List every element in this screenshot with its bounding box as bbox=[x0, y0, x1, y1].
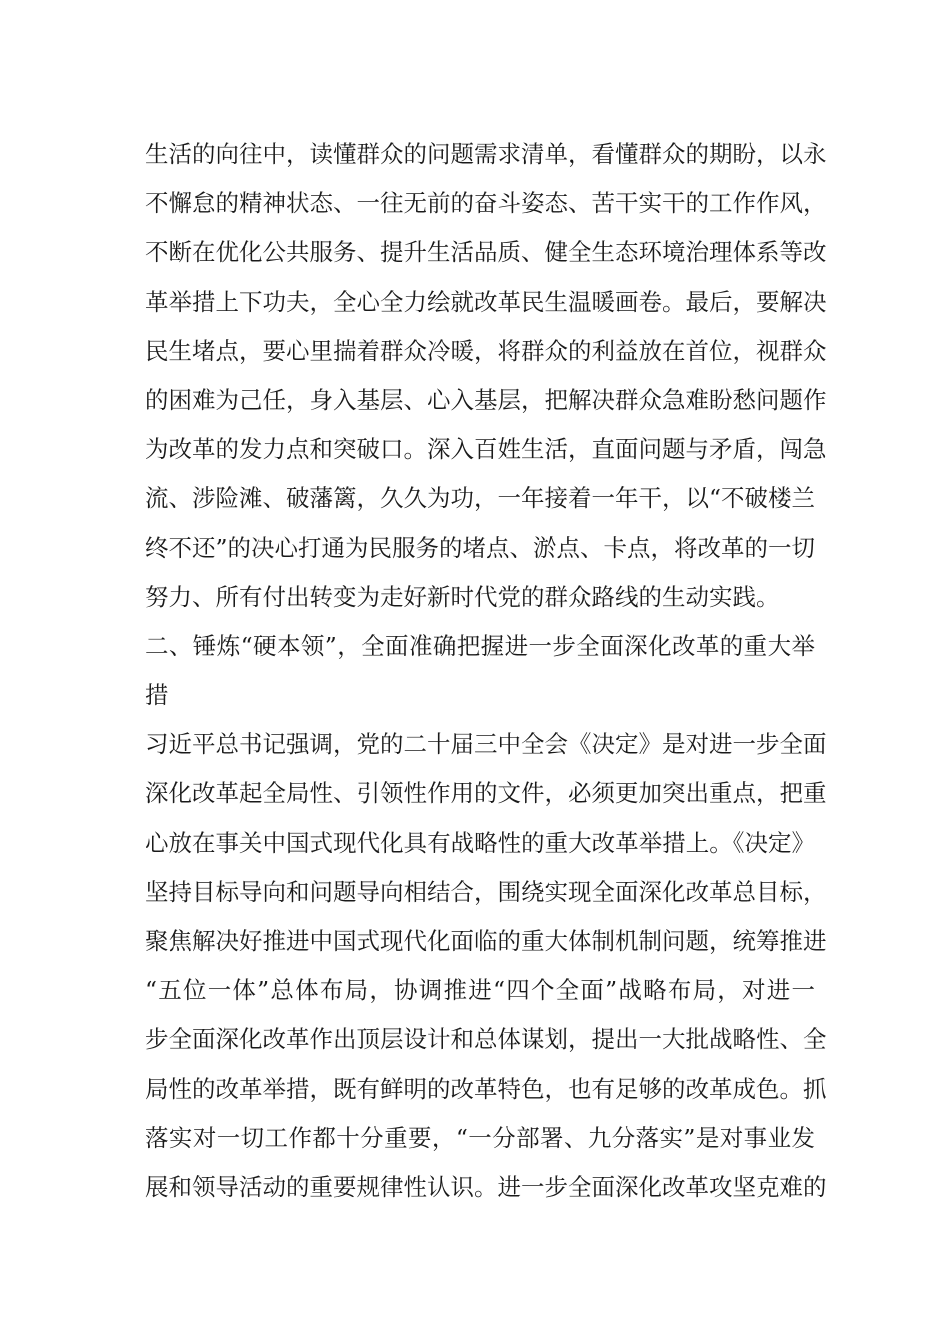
section-heading-line: 二、锤炼“硬本领”，全面准确把握进一步全面深化改革的重大举 bbox=[145, 631, 815, 660]
text-line: 坚持目标导向和问题导向相结合，围绕实现全面深化改革总目标， bbox=[145, 877, 827, 906]
text-line: 不懈怠的精神状态、一往无前的奋斗姿态、苦干实干的工作作风， bbox=[145, 189, 827, 218]
section-heading-line-end: 措 bbox=[145, 681, 169, 710]
text-line: “五位一体”总体布局，协调推进“四个全面”战略布局，对进一 bbox=[145, 976, 815, 1005]
text-line: 习近平总书记强调，党的二十届三中全会《决定》是对进一步全面 bbox=[145, 730, 827, 759]
text-line: 流、涉险滩、破藩篱，久久为功，一年接着一年干，以“不破楼兰 bbox=[145, 484, 816, 513]
text-line: 为改革的发力点和突破口。深入百姓生活，直面问题与矛盾，闯急 bbox=[145, 435, 827, 464]
text-line: 展和领导活动的重要规律性认识。进一步全面深化改革攻坚克难的 bbox=[145, 1172, 827, 1201]
text-line: 聚焦解决好推进中国式现代化面临的重大体制机制问题，统筹推进 bbox=[145, 927, 827, 955]
text-line: 深化改革起全局性、引领性作用的文件，必须更加突出重点，把重 bbox=[145, 779, 827, 808]
text-line: 革举措上下功夫，全心全力绘就改革民生温暖画卷。最后，要解决 bbox=[145, 287, 827, 316]
text-line: 不断在优化公共服务、提升生活品质、健全生态环境治理体系等改 bbox=[145, 238, 827, 267]
text-line: 步全面深化改革作出顶层设计和总体谋划，提出一大批战略性、全 bbox=[145, 1025, 827, 1054]
text-line: 心放在事关中国式现代化具有战略性的重大改革举措上。《决定》 bbox=[145, 828, 815, 857]
text-line: 落实对一切工作都十分重要，“一分部署、九分落实”是对事业发 bbox=[145, 1123, 815, 1152]
text-line: 终不还”的决心打通为民服务的堵点、淤点、卡点，将改革的一切 bbox=[145, 533, 816, 562]
text-line: 民生堵点，要心里揣着群众冷暖，将群众的利益放在首位，视群众 bbox=[145, 336, 827, 365]
text-line: 的困难为己任，身入基层、心入基层，把解决群众急难盼愁问题作 bbox=[145, 385, 827, 414]
text-line: 局性的改革举措，既有鲜明的改革特色，也有足够的改革成色。抓 bbox=[145, 1074, 827, 1103]
body-text bbox=[145, 130, 827, 1212]
text-line: 生活的向往中，读懂群众的问题需求清单，看懂群众的期盼，以永 bbox=[145, 140, 827, 168]
text-line-paragraph-end: 努力、所有付出转变为走好新时代党的群众路线的生动实践。 bbox=[145, 582, 780, 611]
